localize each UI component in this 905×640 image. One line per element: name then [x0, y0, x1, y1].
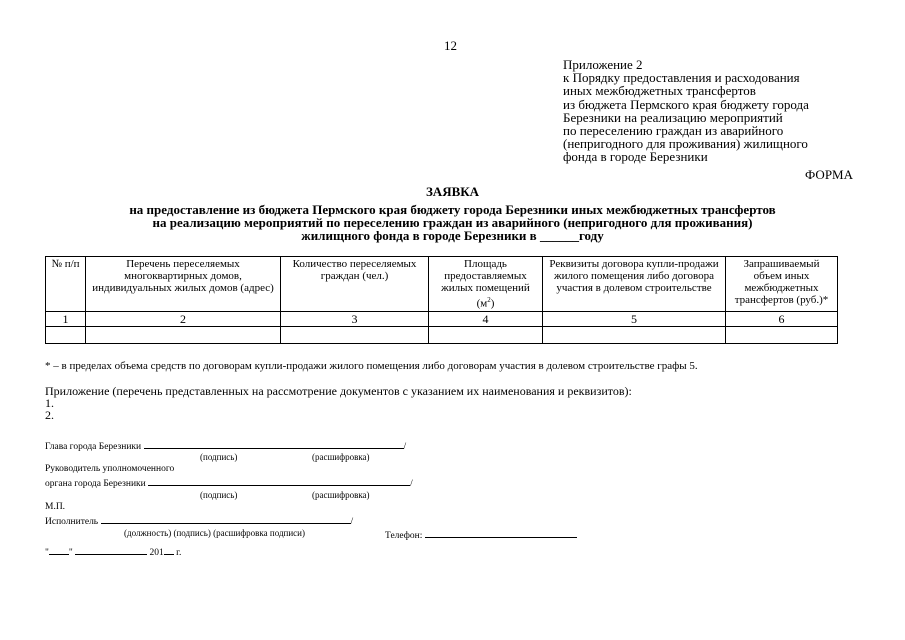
column-number: 4: [429, 311, 543, 326]
attachment-section: [45, 385, 632, 421]
appendix-line: к Порядку предоставления и расходования: [563, 70, 800, 86]
header-cell: Перечень переселяемых многоквартирных домов, индивидуальных жилых домов (адрес): [86, 257, 281, 312]
column-number: 1: [46, 311, 86, 326]
manager-label-line1: Руководитель уполномоченного: [45, 464, 175, 474]
header-cell: № п/п: [46, 257, 86, 312]
empty-cell[interactable]: [543, 326, 726, 343]
executor-label: Исполнитель: [45, 517, 99, 527]
header-cell: Площадь предоставляемых жилых помещений $(м^2)$: [429, 257, 543, 312]
attachment-title: Приложение (перечень представленных на рассмотрение документов с указанием их наименования и реквизитов):: [45, 384, 632, 398]
appendix-line: Приложение 2: [563, 57, 643, 72]
column-number: 3: [281, 311, 429, 326]
table-number-row: [46, 311, 838, 326]
date-suffix: г.: [176, 548, 182, 558]
sign-caption: (подпись): [200, 452, 238, 462]
appendix-line: из бюджета Пермского края бюджету города: [563, 96, 809, 112]
form-label: ФОРМА: [805, 167, 853, 182]
header-cell: Запрашиваемый объем иных межбюджетных трансфертов (руб.)*: [726, 257, 838, 312]
column-number: 5: [543, 311, 726, 326]
phone-label: Телефон:: [385, 531, 423, 541]
decode-caption: (расшифровка): [312, 452, 370, 462]
phone-row: [385, 528, 577, 542]
phone-line[interactable]: [425, 528, 577, 538]
stamp-placeholder: М.П.: [45, 502, 66, 512]
empty-cell[interactable]: [726, 326, 838, 343]
executor-signature-line[interactable]: [101, 514, 351, 524]
table-empty-row: [46, 326, 838, 343]
empty-cell[interactable]: [429, 326, 543, 343]
head-label: Глава города Березники: [45, 442, 142, 452]
application-table: [45, 256, 838, 344]
appendix-line: (непригодного для проживания) жилищного: [563, 136, 808, 152]
head-signature-row: Глава города Березники /: [45, 439, 406, 453]
attachment-item: 1.: [45, 396, 54, 410]
header-cell: Количество переселяемых граждан (чел.): [281, 257, 429, 312]
manager-signature-row: органа города Березники /: [45, 476, 413, 490]
appendix-line: по переселению граждан из аварийного: [563, 123, 784, 139]
document-subtitle-line: жилищного фонда в городе Березники в ______году: [301, 228, 604, 243]
date-row: [45, 545, 181, 559]
document-subtitle-line: на предоставление из бюджета Пермского края бюджету города Березники иных межбюджетных трансфертов: [129, 202, 776, 217]
column-number: 2: [86, 311, 281, 326]
empty-cell[interactable]: [281, 326, 429, 343]
executor-caption: (должность) (подпись) (расшифровка подписи): [124, 528, 305, 538]
attachment-item: 2.: [45, 408, 54, 422]
date-year-line[interactable]: [164, 545, 174, 555]
appendix-header: [563, 58, 863, 164]
executor-row: Исполнитель /: [45, 514, 353, 528]
date-year: 201: [149, 548, 164, 558]
appendix-line: иных межбюджетных трансфертов: [563, 83, 756, 99]
empty-cell[interactable]: [86, 326, 281, 343]
head-signature-line[interactable]: [144, 439, 404, 449]
page-number: 12: [444, 38, 457, 53]
appendix-line: Березники на реализацию мероприятий: [563, 109, 783, 125]
header-cell: Реквизиты договора купли-продажи жилого помещения либо договора участия в долевом строительстве: [543, 257, 726, 312]
document-title: ЗАЯВКА: [425, 184, 480, 199]
sign-caption: (подпись): [200, 490, 238, 500]
document-subtitle-line: на реализацию мероприятий по переселению граждан из аварийного (непригодного для проживания): [152, 215, 753, 230]
manager-signature-line[interactable]: [148, 476, 410, 486]
appendix-line: фонда в городе Березники: [563, 149, 708, 165]
date-quote-open: ": [45, 548, 49, 558]
decode-caption: (расшифровка): [312, 490, 370, 500]
empty-cell[interactable]: [46, 326, 86, 343]
date-month-line[interactable]: [75, 545, 147, 555]
manager-label: органа города Березники: [45, 479, 146, 489]
footnote: * – в пределах объема средств по договорам купли-продажи жилого помещения либо договорам участия в долевом строительстве графы 5.: [45, 360, 698, 372]
date-quote-close: ": [68, 548, 73, 558]
date-day-line[interactable]: [49, 545, 69, 555]
column-number: 6: [726, 311, 838, 326]
table-header-row: [46, 257, 838, 312]
